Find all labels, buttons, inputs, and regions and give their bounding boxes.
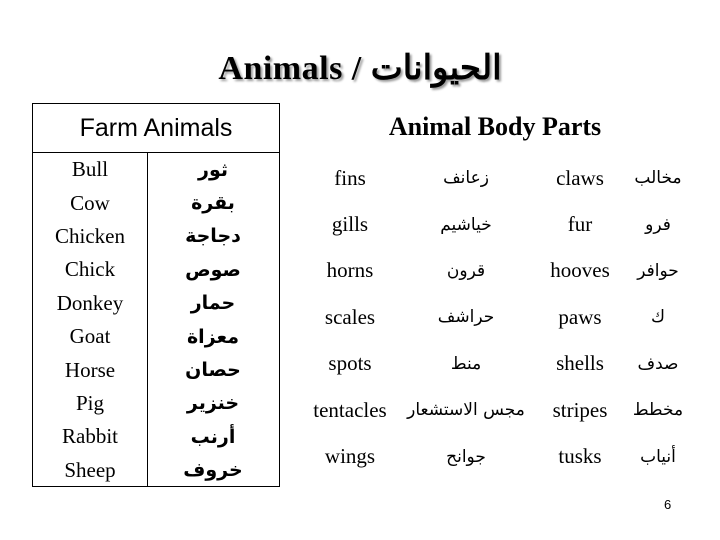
english-word: Donkey bbox=[56, 290, 124, 315]
english-word: wings bbox=[324, 444, 376, 469]
arabic-word: معزاة bbox=[186, 325, 240, 348]
table-row bbox=[306, 433, 694, 479]
english-word: Sheep bbox=[64, 457, 116, 482]
arabic-word: قرون bbox=[446, 260, 486, 281]
table-row bbox=[33, 287, 279, 320]
arabic-word: أرنب bbox=[190, 425, 236, 448]
arabic-word: خنزير bbox=[186, 392, 240, 415]
arabic-word: حراشف bbox=[437, 307, 495, 328]
arabic-word: حمار bbox=[190, 292, 236, 315]
english-word: Horse bbox=[64, 357, 116, 382]
english-word: tusks bbox=[558, 444, 602, 469]
english-word: spots bbox=[328, 351, 372, 376]
english-word: fur bbox=[567, 212, 593, 237]
english-word: tentacles bbox=[313, 397, 387, 422]
table-row bbox=[306, 341, 694, 387]
english-word: Chicken bbox=[55, 223, 125, 248]
arabic-word: منط bbox=[450, 353, 482, 374]
english-word: Rabbit bbox=[62, 424, 118, 449]
table-row bbox=[33, 454, 279, 487]
english-word: stripes bbox=[552, 397, 608, 422]
arabic-word: فرو bbox=[645, 214, 671, 235]
arabic-word: صوص bbox=[185, 258, 241, 281]
arabic-word: خياشيم bbox=[440, 214, 492, 235]
table-row bbox=[33, 220, 279, 253]
farm-animals-heading: Farm Animals bbox=[33, 104, 279, 153]
english-word: fins bbox=[334, 165, 366, 190]
table-row bbox=[33, 320, 279, 353]
english-word: Pig bbox=[75, 390, 104, 415]
english-word: Bull bbox=[71, 157, 109, 182]
english-word: Cow bbox=[70, 190, 110, 215]
arabic-word: دجاجة bbox=[185, 225, 241, 248]
arabic-word: ثور bbox=[198, 158, 228, 181]
table-row bbox=[306, 201, 694, 247]
arabic-word: مخالب bbox=[634, 168, 682, 189]
arabic-word: خروف bbox=[183, 459, 243, 482]
table-row bbox=[33, 186, 279, 219]
arabic-word: مخطط bbox=[632, 400, 684, 421]
english-word: Chick bbox=[64, 257, 116, 282]
column-divider bbox=[147, 153, 148, 487]
english-word: paws bbox=[558, 304, 602, 329]
english-word: shells bbox=[556, 351, 604, 376]
english-word: hooves bbox=[550, 258, 610, 283]
arabic-word: ﻙ bbox=[650, 307, 665, 328]
arabic-word: جوانح bbox=[446, 446, 486, 467]
slide-title: Animals / الحيوانات bbox=[218, 50, 502, 87]
english-word: scales bbox=[324, 304, 376, 329]
table-row bbox=[306, 294, 694, 340]
table-row bbox=[33, 353, 279, 386]
farm-animals-table bbox=[32, 103, 280, 487]
english-word: horns bbox=[326, 258, 374, 283]
table-row bbox=[33, 387, 279, 420]
body-parts-heading: Animal Body Parts bbox=[388, 112, 602, 141]
body-parts-table bbox=[306, 155, 694, 480]
table-row bbox=[33, 420, 279, 453]
english-word: Goat bbox=[69, 324, 111, 349]
arabic-word: أنياب bbox=[640, 446, 676, 467]
arabic-word: حوافر bbox=[637, 260, 679, 281]
farm-animals-body bbox=[33, 153, 279, 487]
arabic-word: صدف bbox=[637, 353, 679, 374]
table-row bbox=[306, 155, 694, 201]
page-number: 6 bbox=[664, 497, 672, 512]
table-row bbox=[306, 387, 694, 433]
arabic-word: حصان bbox=[185, 359, 241, 382]
arabic-word: زعانف bbox=[443, 168, 489, 189]
table-row bbox=[306, 248, 694, 294]
table-row bbox=[33, 153, 279, 186]
english-word: claws bbox=[556, 165, 604, 190]
table-row bbox=[33, 253, 279, 286]
arabic-word: بقرة bbox=[191, 192, 235, 215]
english-word: gills bbox=[331, 212, 369, 237]
arabic-word: مجس الاستشعار bbox=[407, 400, 525, 421]
